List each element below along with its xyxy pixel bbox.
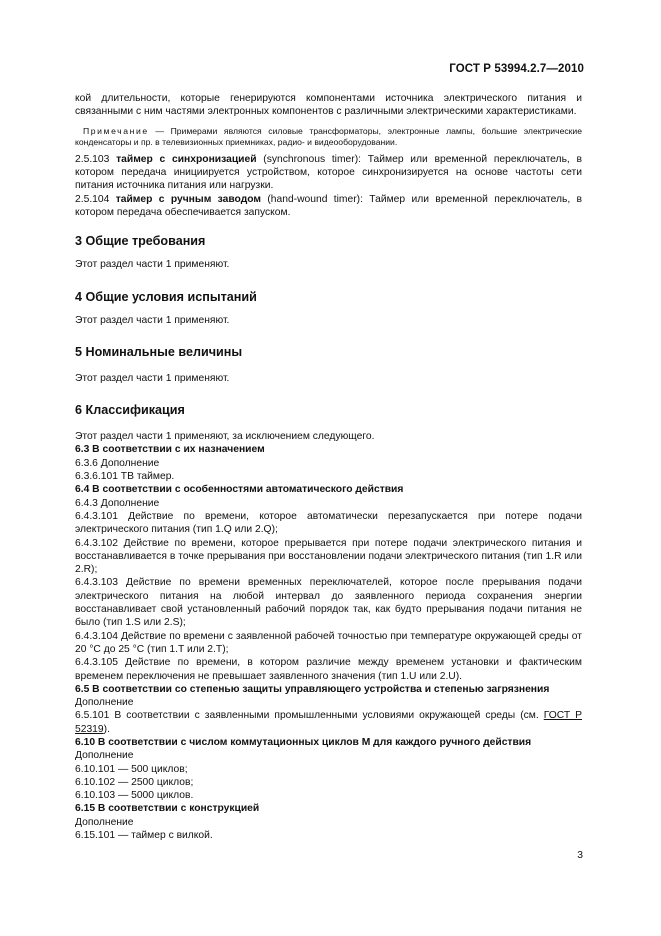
subsection-6-5: 6.5 В соответствии со степенью защиты управляющего устройства и степенью загрязнения	[75, 683, 550, 695]
definition-text: (synchronous timer): Таймер или временной переключатель, в котором передача инициируется устройством, которое синхронизируется на основе частоты сети питания источника питания или нагрузки.	[75, 153, 582, 192]
note	[75, 126, 582, 149]
subsection-6-10: 6.10 В соответствии с числом коммутационных циклов М для каждого ручного действия	[75, 736, 532, 748]
clause-text-end: ).	[103, 723, 110, 735]
clause-6-10-103: 6.10.103 — 5000 циклов.	[75, 790, 194, 802]
definition-text: (hand-wound timer): Таймер или временной переключатель, в котором передача обеспечивается запуском.	[75, 193, 582, 218]
clause-6-3-6: 6.3.6 Дополнение	[75, 457, 160, 469]
subsection-6-15: 6.15 В соответствии с конструкцией	[75, 803, 260, 815]
clause-6-15-addition: Дополнение	[75, 816, 134, 828]
clause-6-4-3-103: 6.4.3.103 Действие по времени временных переключателей, которое после прерывания подачи электрического питания на любой интервал до заявленного периода сохранения энергии восстанавливает свой установленный рабочий порядок так, как будто прерывания подачи питания не было (тип 1.S или 2.S);	[75, 577, 582, 629]
clause-6-4-3-101: 6.4.3.101 Действие по времени, которое автоматически перезапускается при потере подачи электрического питания (тип 1.Q или 2.Q);	[75, 510, 582, 536]
clause-text: 6.5.101 В соответствии с заявленными промышленными условиями окружающей среды (см.	[75, 710, 544, 722]
clause-6-4-3: 6.4.3 Дополнение	[75, 497, 160, 509]
clause-6-10-addition: Дополнение	[75, 750, 134, 762]
section-5-text: Этот раздел части 1 применяют.	[75, 372, 230, 384]
standard-reference-link[interactable]: ГОСТ Р 52319	[75, 710, 582, 735]
clause-6-4-3-105: 6.4.3.105 Действие по времени, в котором различие между временем установки и фактическим временем переключения не превышает заявленного значения (тип 1.U или 2.U).	[75, 657, 582, 682]
clause-6-3-6-101: 6.3.6.101 ТВ таймер.	[75, 471, 175, 483]
clause-6-10-102: 6.10.102 — 2500 циклов;	[75, 776, 194, 788]
definition-term: таймер с ручным заводом	[115, 193, 262, 205]
page-number: 3	[577, 850, 583, 861]
section-6-title: 6 Классификация	[75, 403, 185, 418]
definition-number: 2.5.104	[75, 193, 110, 205]
section-4-text: Этот раздел части 1 применяют.	[75, 314, 230, 326]
definition-term: таймер с синхронизацией	[116, 153, 257, 165]
definition-2-5-104	[75, 193, 582, 220]
section-3-text: Этот раздел части 1 применяют.	[75, 259, 230, 271]
paragraph-continuation: кой длительности, которые генерируются компонентами источника электрического питания и связанными с ним частями электронных компонентов с различными электрическими характеристиками.	[75, 93, 582, 118]
clause-6-10-101: 6.10.101 — 500 циклов;	[75, 763, 188, 775]
clause-6-4-3-102: 6.4.3.102 Действие по времени, которое прерывается при потере подачи электрического питания и восстанавливается в точке прерывания при восстановлении подачи электрического питания (тип 1.R или 2.R);	[75, 537, 582, 576]
definition-number: 2.5.103	[75, 153, 110, 165]
definition-2-5-103	[75, 153, 582, 193]
clause-6-4-3-104: 6.4.3.104 Действие по времени с заявленной рабочей точностью при температуре окружающей среды от 20 °С до 25 °С (тип 1.T или 2.T);	[75, 630, 582, 655]
section-4-title: 4 Общие условия испытаний	[75, 289, 257, 304]
document-header: ГОСТ Р 53994.2.7—2010	[449, 63, 584, 75]
note-label: Примечание	[83, 125, 149, 136]
page-body	[75, 92, 582, 842]
section-6-text: Этот раздел части 1 применяют, за исключением следующего.	[75, 431, 375, 443]
subsection-6-3: 6.3 В соответствии с их назначением	[75, 444, 265, 456]
clause-6-5-addition: Дополнение	[75, 697, 134, 709]
note-text: — Примерами являются силовые трансформаторы, электронные лампы, большие электрические конденсаторы и пр. в телевизионных приемниках, радио- и видеооборудовании.	[75, 125, 582, 148]
subsection-6-4: 6.4 В соответствии с особенностями автоматического действия	[75, 484, 404, 496]
section-3-title: 3 Общие требования	[75, 234, 206, 249]
clause-6-5-101	[75, 709, 582, 736]
section-5-title: 5 Номинальные величины	[75, 344, 243, 359]
clause-6-15-101: 6.15.101 — таймер с вилкой.	[75, 830, 213, 842]
